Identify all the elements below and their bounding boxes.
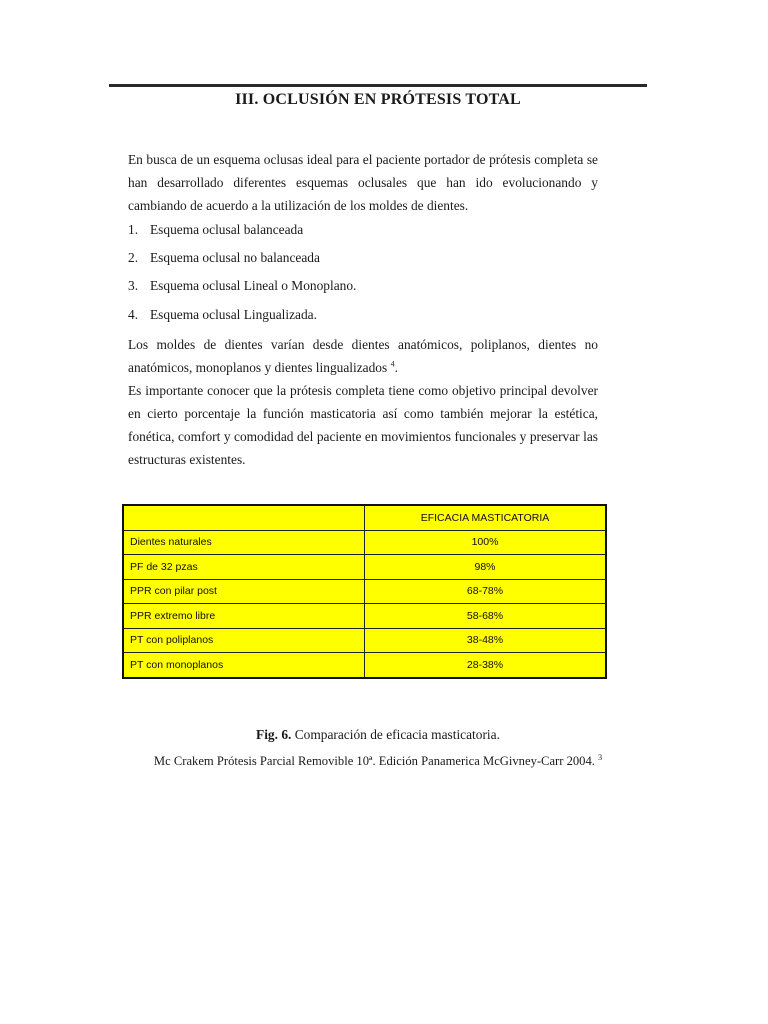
table-row bbox=[123, 555, 606, 580]
masticatory-efficacy-table bbox=[122, 504, 607, 679]
list-item: 3. Esquema oclusal Lineal o Monoplano. bbox=[128, 278, 357, 293]
source-reference-superscript: 3 bbox=[598, 752, 603, 762]
table-cell-label: PT con poliplanos bbox=[123, 628, 365, 653]
table-row bbox=[123, 579, 606, 604]
table-header-efficacy: EFICACIA MASTICATORIA bbox=[365, 505, 607, 530]
table-cell-value: 68-78% bbox=[365, 579, 607, 604]
objective-paragraph: Es importante conocer que la prótesis completa tiene como objetivo principal devolver en cierto porcentaje la función masticatoria así como también mejorar la estética, fonética, comfort y comodidad del paciente en movimientos funcionales y preservar las estructuras existentes. bbox=[128, 383, 598, 467]
table-row bbox=[123, 653, 606, 679]
table-row bbox=[123, 530, 606, 555]
table-cell-label: PT con monoplanos bbox=[123, 653, 365, 679]
table-cell-value: 98% bbox=[365, 555, 607, 580]
table-cell-value: 100% bbox=[365, 530, 607, 555]
table-row bbox=[123, 628, 606, 653]
table-row bbox=[123, 604, 606, 629]
molds-paragraph: Los moldes de dientes varían desde dientes anatómicos, poliplanos, dientes no anatómicos, monoplanos y dientes lingualizados $^4$. bbox=[128, 337, 598, 375]
table-cell-value: 58-68% bbox=[365, 604, 607, 629]
table-cell-label: PPR extremo libre bbox=[123, 604, 365, 629]
table-cell-label: PF de 32 pzas bbox=[123, 555, 365, 580]
list-item: 2. Esquema oclusal no balanceada bbox=[128, 250, 320, 265]
intro-paragraph: En busca de un esquema oclusas ideal para el paciente portador de prótesis completa se han desarrollado diferentes esquemas oclusales que han ido evolucionando y cambiando de acuerdo a la utilización de los moldes de dientes. bbox=[128, 152, 598, 213]
table-cell-label: PPR con pilar post bbox=[123, 579, 365, 604]
section-heading: III. OCLUSIÓN EN PRÓTESIS TOTAL bbox=[235, 91, 521, 108]
reference-superscript: 4 bbox=[390, 359, 395, 369]
figure-label: Fig. 6. bbox=[256, 727, 292, 742]
table-header-row bbox=[123, 505, 606, 530]
list-item: 4. Esquema oclusal Lingualizada. bbox=[128, 307, 317, 322]
header-rule bbox=[109, 84, 647, 87]
figure-caption: Fig. 6. Comparación de eficacia masticatoria. bbox=[256, 727, 500, 742]
list-item: 1. Esquema oclusal balanceada bbox=[128, 222, 304, 237]
table-header-empty bbox=[123, 505, 365, 530]
masticatory-efficacy-table-wrap bbox=[122, 504, 607, 679]
table-cell-label: Dientes naturales bbox=[123, 530, 365, 555]
table-cell-value: 28-38% bbox=[365, 653, 607, 679]
table-cell-value: 38-48% bbox=[365, 628, 607, 653]
figure-source: Mc Crakem Prótesis Parcial Removible 10ª. Edición Panamerica McGivney-Carr 2004. $^3$ bbox=[153, 752, 603, 768]
